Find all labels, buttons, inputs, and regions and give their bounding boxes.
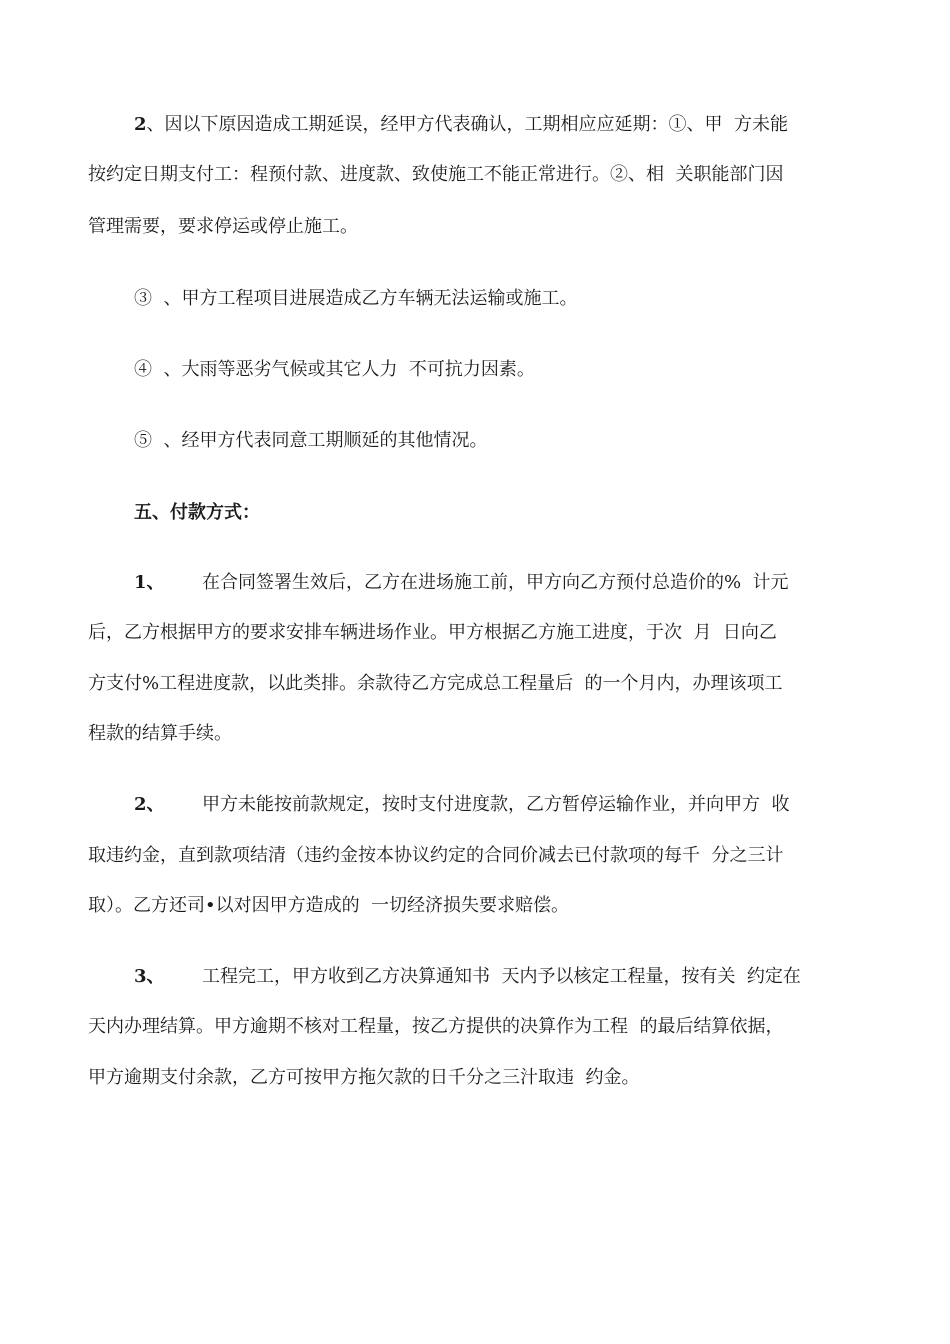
payment-1-line-1: 在合同签署生效后，乙方在进场施工前，甲方向乙方预付总造价的% 计元 (202, 572, 789, 593)
clause-2-line-3: 管理需要，要求停运或停止施工。 (88, 216, 358, 237)
clause-2-line-1: 2、因以下原因造成工期延误，经甲方代表确认，工期相应应延期：①、甲 方未能 (134, 114, 788, 135)
payment-3-line-3: 甲方逾期支付余款，乙方可按甲方拖欠款的日千分之三汁取违 约金。 (88, 1067, 640, 1088)
payment-3-line-2: 天内办理结算。甲方逾期不核对工程量，按乙方提供的决算作为工程 的最后结算依据， (88, 1016, 784, 1037)
payment-2-line-2: 取违约金，直到款项结清（违约金按本协议约定的合同价减去已付款项的每千 分之三计 (88, 845, 784, 866)
payment-3-number: 3、 (134, 966, 165, 987)
clause-2-number: 2 (134, 114, 147, 135)
payment-1-line-4: 程款的结算手续。 (88, 723, 232, 744)
clause-item-5: ⑤ 、经甲方代表同意工期顺延的其他情况。 (134, 430, 488, 451)
payment-2-line-1: 甲方未能按前款规定，按时支付进度款，乙方暂停运输作业，并向甲方 收 (202, 794, 790, 815)
clause-2-line-2: 按约定日期支付工：程预付款、进度款、致使施工不能正常进行。②、相 关职能部门因 (88, 164, 784, 185)
section-5-heading: 五、付款方式： (134, 502, 260, 523)
clause-item-4: ④ 、大雨等恶劣气候或其它人力 不可抗力因素。 (134, 359, 535, 380)
payment-1-line-3: 方支付%工程进度款，以此类排。余款待乙方完成总工程量后 的一个月内，办理该项工 (88, 673, 783, 694)
payment-2-number: 2、 (134, 794, 165, 815)
payment-1-line-2: 后，乙方根据甲方的要求安排车辆进场作业。甲方根据乙方施工进度，于次 月 日向乙 (88, 622, 777, 643)
clause-item-3: ③ 、甲方工程项目进展造成乙方车辆无法运输或施工。 (134, 288, 578, 309)
payment-1-number: 1、 (134, 572, 165, 593)
payment-2-line-3: 取）。乙方还司•以对因甲方造成的 一切经济损失要求赔偿。 (88, 895, 570, 916)
payment-3-line-1: 工程完工，甲方收到乙方决算通知书 天内予以核定工程量，按有关 约定在 (202, 966, 801, 987)
